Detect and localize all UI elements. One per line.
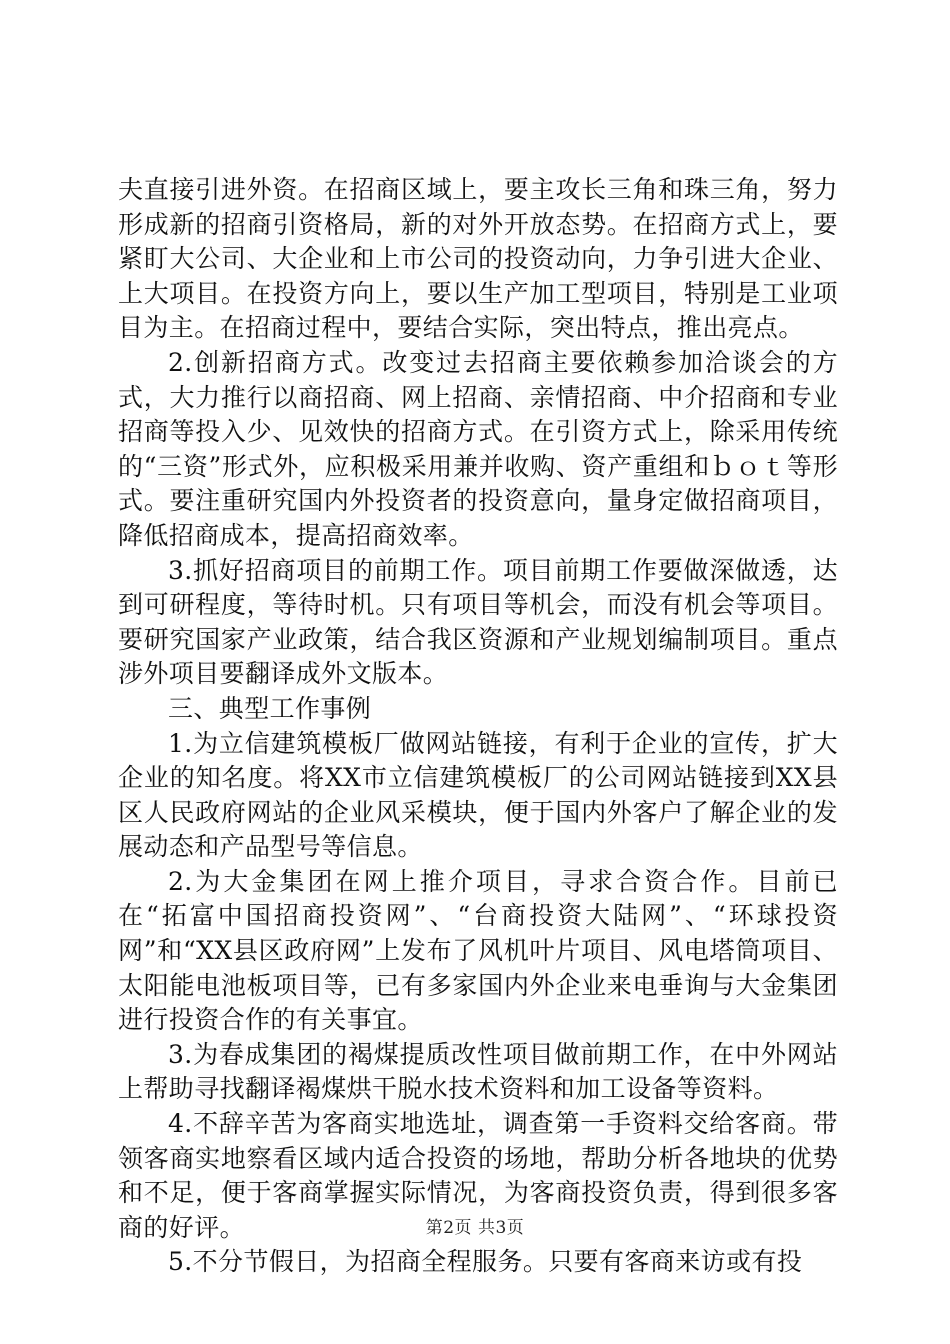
page-footer	[0, 1213, 950, 1238]
section-heading-typical-cases: 三、典型工作事例	[168, 693, 372, 723]
paragraph-case-1: 1.为立信建筑模板厂做网站链接，有利于企业的宣传，扩大企业的知名度。将XX市立信建筑模板厂的公司网站链接到XX县区人民政府网站的企业风采模块，便于国内外客户了解企业的发展动态和产品型号等信息。	[118, 728, 838, 862]
paragraph-innovate-methods: 2.创新招商方式。改变过去招商主要依赖参加洽谈会的方式，大力推行以商招商、网上招商、亲情招商、中介招商和专业招商等投入少、见效快的招商方式。在引资方式上，除采用传统的“三资”形式外，应积极采用兼并收购、资产重组和ｂｏｔ等形式。要注重研究国内外投资者的投资意向，量身定做招商项目，降低招商成本，提高招商效率。	[118, 347, 838, 550]
page-number-label: 第2页 共3页	[425, 1218, 525, 1238]
paragraph-project-preparation: 3.抓好招商项目的前期工作。项目前期工作要做深做透，达到可研程度，等待时机。只有项目等机会，而没有机会等项目。要研究国家产业政策，结合我区资源和产业规划编制项目。重点涉外项目要翻译成外文版本。	[118, 555, 838, 689]
paragraph-case-4: 4.不辞辛苦为客商实地选址，调查第一手资料交给客商。带领客商实地察看区域内适合投资的场地，帮助分析各地块的优势和不足，便于客商掌握实际情况，为客商投资负责，得到很多客商的好评。	[118, 1109, 838, 1242]
paragraph-continuation: 夫直接引进外资。在招商区域上，要主攻长三角和珠三角，努力形成新的招商引资格局，新的对外开放态势。在招商方式上，要紧盯大公司、大企业和上市公司的投资动向，力争引进大企业、上大项目。在投资方向上，要以生产加工型项目，特别是工业项目为主。在招商过程中，要结合实际，突出特点，推出亮点。	[118, 175, 838, 343]
paragraph-case-3: 3.为春成集团的褐煤提质改性项目做前期工作，在中外网站上帮助寻找翻译褐煤烘干脱水技术资料和加工设备等资料。	[118, 1039, 838, 1104]
paragraph-case-5: 5.不分节假日，为招商全程服务。只要有客商来访或有投	[168, 1247, 803, 1277]
document-body	[118, 173, 838, 1280]
paragraph-case-2: 2.为大金集团在网上推介项目，寻求合资合作。目前已在“拓富中国招商投资网”、“台商投资大陆网”、“环球投资网”和“XX县区政府网”上发布了风机叶片项目、风电塔筒项目、太阳能电池板项目等，已有多家国内外企业来电垂询与大金集团进行投资合作的有关事宜。	[118, 866, 838, 1035]
